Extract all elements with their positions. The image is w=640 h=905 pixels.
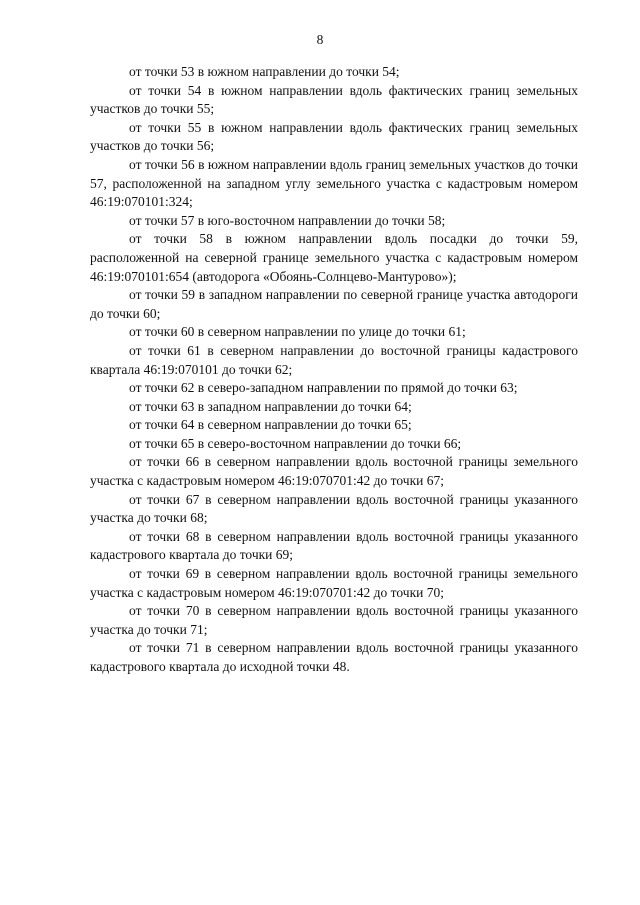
paragraph: от точки 71 в северном направлении вдоль восточной границы указанного кадастрового квартала до исходной точки 48. [90,640,578,674]
paragraph: от точки 65 в северо-восточном направлении до точки 66; [129,435,462,451]
paragraph: от точки 69 в северном направлении вдоль восточной границы земельного участка с кадастровым номером 46:19:070701:42 до точки 70; [90,566,578,600]
paragraph: от точки 63 в западном направлении до точки 64; [129,398,412,414]
document-body [90,63,578,677]
page-number: 8 [316,32,324,47]
paragraph: от точки 57 в юго-восточном направлении до точки 58; [129,212,446,228]
paragraph: от точки 61 в северном направлении до восточной границы кадастрового квартала 46:19:070101 до точки 62; [90,342,578,377]
paragraph: от точки 55 в южном направлении вдоль фактических границ земельных участков до точки 56; [90,119,578,154]
paragraph: от точки 53 в южном направлении до точки 54; [129,64,400,79]
paragraph: от точки 66 в северном направлении вдоль восточной границы земельного участка с кадастровым номером 46:19:070701:42 до точки 67; [90,454,578,489]
paragraph: от точки 60 в северном направлении по улице до точки 61; [129,324,466,340]
paragraph: от точки 56 в южном направлении вдоль границ земельных участков до точки 57, расположенной на западном углу земельного участка с кадастровым номером 46:19:070101:324; [90,156,578,210]
paragraph: от точки 68 в северном направлении вдоль восточной границы указанного кадастрового квартала до точки 69; [90,528,578,563]
paragraph: от точки 54 в южном направлении вдоль фактических границ земельных участков до точки 55; [90,82,578,117]
paragraph: от точки 58 в южном направлении вдоль посадки до точки 59, расположенной на северной границе земельного участка с кадастровым номером 46:19:070101:654 (автодорога «Обоянь-Солнцево-Мантурово»); [90,231,578,284]
paragraph: от точки 70 в северном направлении вдоль восточной границы указанного участка до точки 71; [90,603,578,637]
paragraph: от точки 62 в северо-западном направлении по прямой до точки 63; [129,380,518,396]
paragraph: от точки 59 в западном направлении по северной границе участка автодороги до точки 60; [90,287,578,321]
paragraph: от точки 67 в северном направлении вдоль восточной границы указанного участка до точки 68; [90,491,578,526]
paragraph: от точки 64 в северном направлении до точки 65; [129,417,412,433]
